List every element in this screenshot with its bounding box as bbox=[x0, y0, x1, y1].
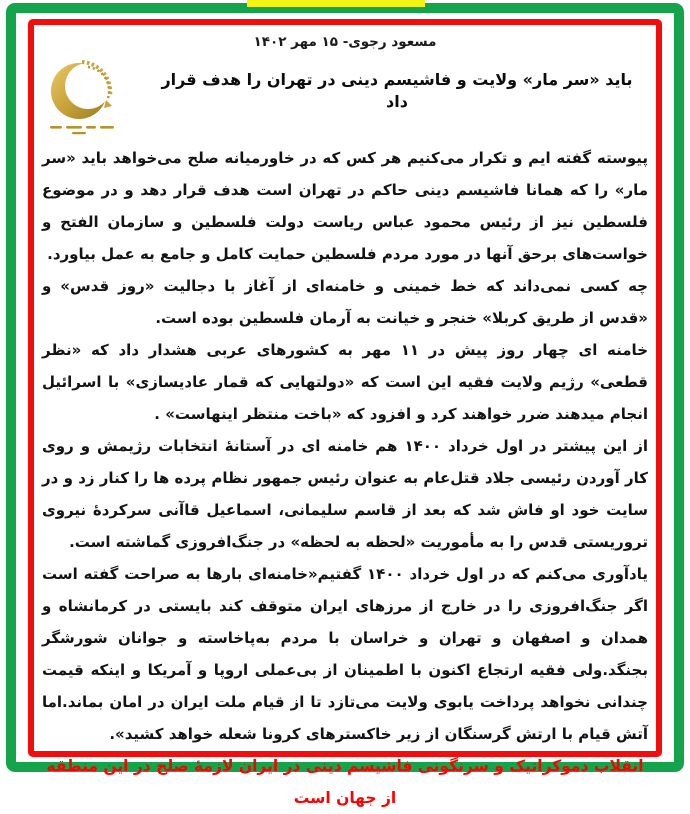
paragraph-1: پیوسته گفته ایم و تکرار می‌کنیم هر کس که در خاورمیانه صلح می‌خواهد باید «سر مار» را که همانا فاشیسم دینی حاکم در تهران است هدف قرار دهد و در موضوع فلسطین نیز از رئیس محمود عباس ریاست دولت فلسطین و سازمان الفتح و خواست‌های برحق آنها در مورد مردم فلسطین حمایت کامل و جامع به عمل بیاورد. bbox=[42, 149, 648, 263]
paragraph-2: چه کسی نمی‌داند که خط خمینی و خامنه‌ای از آغاز با دجالیت «روز قدس» و «قدس از طریق کربلا» خنجر و خیانت به آرمان فلسطین بوده است. bbox=[42, 277, 648, 327]
gold-emblem-logo bbox=[42, 52, 146, 144]
closing-statement: انقلاب دموکراتیک و سرنگونی فاشیسم دینی در ایران لازمهٔ صلح در این منطقه از جهان است bbox=[46, 757, 644, 807]
paragraph-3: خامنه ای چهار روز پیش در ۱۱ مهر به کشورهای عربی هشدار داد که «نظر قطعی» رژیم ولایت فقیه این است که «دولتهایی که قمار عادیسازی» با اسرائیل انجام میدهند ضرر خواهند کرد و افزود که «باخت منتظر اینهاست» . bbox=[42, 341, 648, 423]
paragraph-5: یادآوری می‌کنم که در اول خرداد ۱۴۰۰ گفتیم«خامنه‌ای بارها به صراحت گفته است اگر جنگ‌افروزی را در خارج از مرزهای ایران متوقف کند بایستی در کرمانشاه و همدان و اصفهان و تهران و خراسان با مردم به‌پاخاسته و جوانان شورشگر بجنگد.ولی فقیه ارتجاع اکنون با اطمینان از بی‌عملی اروپا و آمریکا و اینکه قیمت چندانی نخواهد پرداخت یابوی ولایت می‌تازد تا از قیام ملت ایران در امان بماند.اما آتش قیام با ارتش گرسنگان از زیر خاکسترهای کرونا شعله خواهد کشید». bbox=[42, 565, 648, 743]
emblem-icon bbox=[42, 54, 142, 140]
yellow-highlight-mark bbox=[247, 0, 425, 7]
document-content bbox=[42, 30, 648, 807]
paragraph-4: از این پیشتر در اول خرداد ۱۴۰۰ هم خامنه ای در آستانهٔ انتخابات رژیمش و روی کار آوردن رئیسی جلاد قتل‌عام به عنوان رئیس جمهور نظام پرده ها را کنار زد و در سایت خود او فاش شد که بعد از قاسم سلیمانی، اسماعیل قاآنی سرکردهٔ نیروی تروریستی قدس را به مأموریت «لحظه به لحظه» در جنگ‌افروزی گماشته است. bbox=[42, 437, 648, 551]
body-text bbox=[42, 142, 648, 814]
header-row bbox=[42, 52, 648, 140]
byline-author-date: مسعود رجوی- ۱۵ مهر ۱۴۰۲ bbox=[253, 34, 437, 50]
page-title: باید «سر مار» ولایت و فاشیسم دینی در تهران را هدف قرار داد bbox=[161, 69, 633, 111]
title-box bbox=[146, 52, 648, 130]
